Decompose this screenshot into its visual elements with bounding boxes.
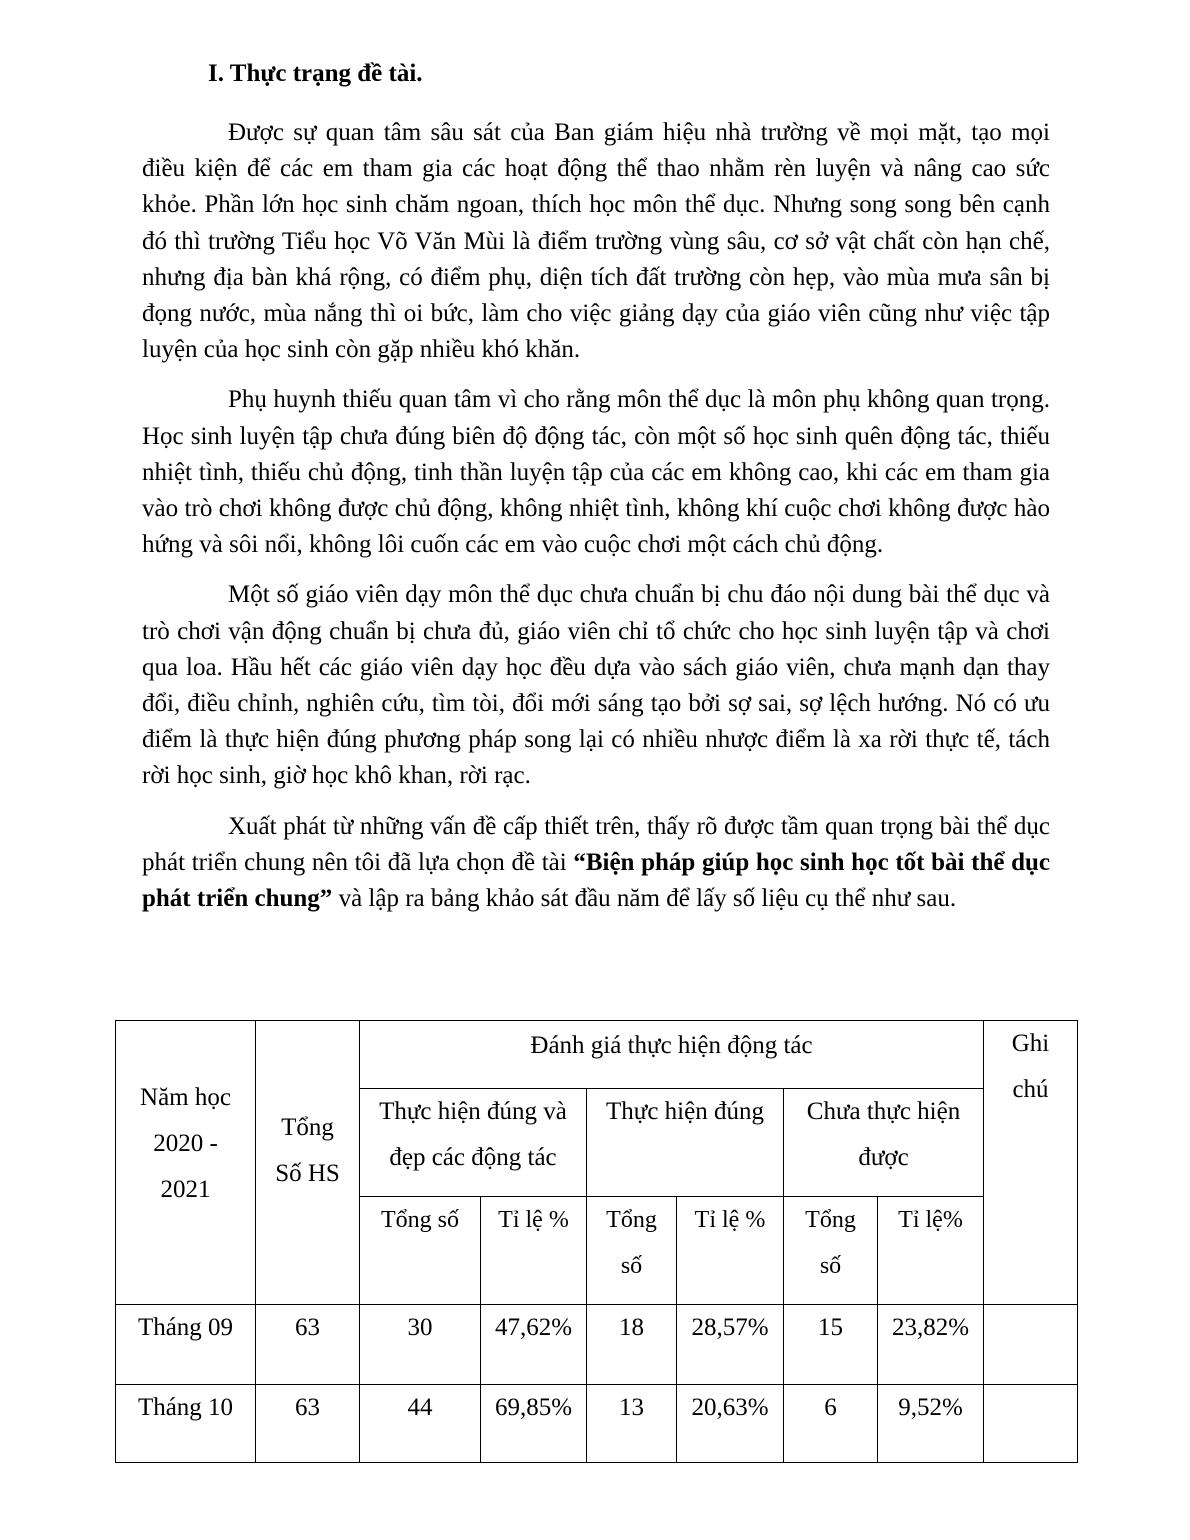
cell-month: Tháng 10 (116, 1385, 256, 1463)
cell-note (984, 1305, 1078, 1385)
table-row (116, 1385, 1078, 1463)
survey-table (115, 1020, 1078, 1463)
paragraph-3: Một số giáo viên dạy môn thể dục chưa chuẩn bị chu đáo nội dung bài thể dục và trò chơi vận động chuẩn bị chưa đủ, giáo viên chỉ tổ chức cho học sinh luyện tập và chơi qua loa. Hầu hết các giáo viên dạy học đều dựa vào sách giáo viên, chưa mạnh dạn thay đổi, điều chỉnh, nghiên cứu, tìm tòi, đổi mới sáng tạo bởi sợ sai, sợ lệch hướng. Nó có ưu điểm là thực hiện đúng phương pháp song lại có nhiều nhược điểm là xa rời thực tế, tách rời học sinh, giờ học khô khan, rời rạc. (142, 581, 1050, 790)
cell-g2-count: 18 (587, 1305, 677, 1385)
cell-g1-rate: 47,62% (481, 1305, 587, 1385)
cell-g2-rate: 20,63% (677, 1385, 784, 1463)
paragraph-1: Được sự quan tâm sâu sát của Ban giám hiệu nhà trường về mọi mặt, tạo mọi điều kiện để các em tham gia các hoạt động thể thao nhằm rèn luyện và nâng cao sức khỏe. Phần lớn học sinh chăm ngoan, thích học môn thể dục. Nhưng song song bên cạnh đó thì trường Tiểu học Võ Văn Mùi là điểm trường vùng sâu, cơ sở vật chất còn hạn chế, nhưng địa bàn khá rộng, có điểm phụ, diện tích đất trường còn hẹp, vào mùa mưa sân bị đọng nước, mùa nắng thì oi bức, làm cho việc giảng dạy của giáo viên cũng như việc tập luyện của học sinh còn gặp nhiều khó khăn. (142, 119, 1050, 364)
cell-g3-count: 6 (784, 1385, 878, 1463)
cell-g1-rate: 69,85% (481, 1385, 587, 1463)
header-school-year: Năm học 2020 - 2021 (116, 1021, 256, 1305)
cell-g1-count: 30 (360, 1305, 481, 1385)
header-g3-count: Tổng số (784, 1197, 878, 1305)
table-row (116, 1305, 1078, 1385)
cell-note (984, 1385, 1078, 1463)
header-g2-count: Tổng số (587, 1197, 677, 1305)
paragraph-2: Phụ huynh thiếu quan tâm vì cho rằng môn thể dục là môn phụ không quan trọng. Học sinh luyện tập chưa đúng biên độ động tác, còn một số học sinh quên động tác, thiếu nhiệt tình, thiếu chủ động, tinh thần luyện tập của các em không cao, khi các em tham gia vào trò chơi không được chủ động, không nhiệt tình, không khí cuộc chơi không được hào hứng và sôi nổi, không lôi cuốn các em vào cuộc chơi một cách chủ động. (142, 386, 1050, 559)
header-total-students: Tổng Số HS (256, 1021, 360, 1305)
cell-total: 63 (256, 1385, 360, 1463)
paragraph-4 (142, 809, 1050, 918)
header-g1-count: Tổng số (360, 1197, 481, 1305)
cell-g3-rate: 23,82% (878, 1305, 984, 1385)
header-evaluation: Đánh giá thực hiện động tác (360, 1021, 984, 1089)
cell-month: Tháng 09 (116, 1305, 256, 1385)
body-text (142, 115, 1050, 931)
cell-g2-count: 13 (587, 1385, 677, 1463)
header-g1-rate: Tỉ lệ % (481, 1197, 587, 1305)
paragraph-4-start: Xuất phát từ những vấn đề cấp thiết trên, thấy rõ được tầm quan trọng bài thể dục phát triển chung nên tôi đã lựa chọn đề tài (142, 812, 1050, 876)
header-group-correct: Thực hiện đúng (587, 1089, 784, 1197)
header-g3-rate: Tỉ lệ% (878, 1197, 984, 1305)
paragraph-4-end: và lập ra bảng khảo sát đầu năm để lấy số liệu cụ thể như sau. (332, 885, 957, 913)
cell-g3-rate: 9,52% (878, 1385, 984, 1463)
cell-g1-count: 44 (360, 1385, 481, 1463)
cell-g3-count: 15 (784, 1305, 878, 1385)
header-note: Ghi chú (984, 1021, 1078, 1305)
header-group-not-done: Chưa thực hiện được (784, 1089, 984, 1197)
cell-total: 63 (256, 1305, 360, 1385)
header-g2-rate: Tỉ lệ % (677, 1197, 784, 1305)
section-heading: I. Thực trạng đề tài. (208, 60, 423, 87)
cell-g2-rate: 28,57% (677, 1305, 784, 1385)
header-group-correct-beautiful: Thực hiện đúng và đẹp các động tác (360, 1089, 587, 1197)
topic-title: “Biện pháp giúp học sinh học tốt bài thể dục phát triển chung” (142, 848, 1051, 913)
